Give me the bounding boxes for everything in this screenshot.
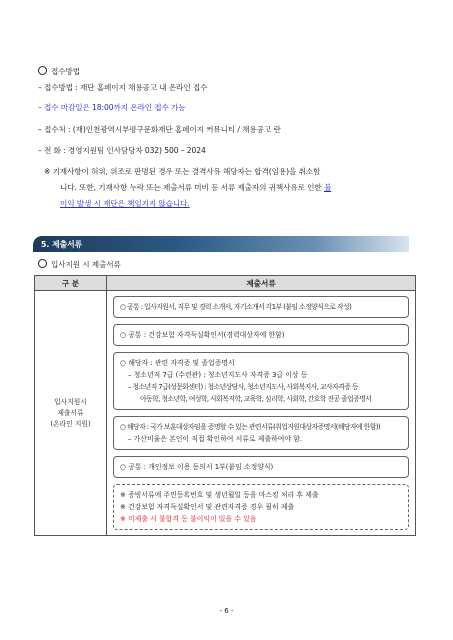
page-number: - 6 - <box>219 607 234 615</box>
doc-notes-box <box>113 484 409 530</box>
note-required: ※ 건강보험 자격득실확인서 및 관련자격증 경우 필히 제출 <box>120 503 295 511</box>
documents-table <box>34 275 416 536</box>
reception-phone: – 전 화 : 경영지원팀 인사담당자 032) 500 – 2024 <box>38 146 206 155</box>
reception-deadline: – 접수 마감일은 18:00까지 온라인 접수 가능 <box>38 103 186 112</box>
circle-bullet-icon <box>38 66 47 75</box>
doc-box-common-application: ○ 공통 : 입사지원서, 직무 및 경력 소개서, 자기소개서 각1부 (붙임 소정양식으로 작성) <box>113 296 409 318</box>
doc-box-certificates: ○ 해당자 : 관련 자격증 및 졸업증명서 – 청소년직 7급 (수련관) : 청소년지도사 자격증 3급 이상 등 – 청소년직 7급(성문화센터) : 청소년상담사, 청소년지도사, 사회복지사, 교사자격증 등 아동학, 청소년학, 여성학, 사회복지학, 교육학, 심리학, 사회학, 간호학 전공 졸업증명서 <box>113 352 409 410</box>
notice-line-2: 니다. 또한, 기재사항 누락 또는 제출서류 미비 등 서류 제출자의 귀책사유로 인한 불 <box>60 183 332 192</box>
doc-box-health-insurance: ○ 공통 : 건강보험 자격득실확인서(경력대상자에 한함) <box>113 324 409 346</box>
documents-cell <box>107 291 416 536</box>
section-title: 5. 제출서류 <box>41 240 83 249</box>
doc-box-veterans: ○ 해당자 : 국가 보훈대상자임을 증명할 수 있는 관련서류(취업지원대상자증명서(해당자에 한함)) – 가산비율은 본인이 직접 확인하여 서류로 제출하여야 함. <box>113 416 409 450</box>
col-header-category: 구 분 <box>35 276 107 291</box>
reception-place: – 접수처 : (재)인천광역시부평구문화재단 홈페이지 커뮤니티 / 채용공고 란 <box>38 125 281 134</box>
table-header-row <box>35 276 416 291</box>
table-row <box>35 291 416 536</box>
notice-line-3: 이익 발생 시 재단은 책임지지 않습니다. <box>60 199 190 208</box>
reception-heading: 접수방법 <box>38 66 80 77</box>
circle-bullet-icon <box>38 259 47 268</box>
notice-line-1: ※ 기재사항이 허위, 위조로 판명된 경우 또는 결격사유 해당자는 합격(임용)을 취소함 <box>44 167 321 176</box>
documents-heading: 입사지원 시 제출서류 <box>38 259 121 270</box>
col-header-documents: 제출서류 <box>107 276 416 291</box>
note-masking: ※ 증빙서류에 주민등록번호 및 생년월일 등을 마스킹 처리 후 제출 <box>120 491 319 499</box>
note-penalty: ※ 미제출 시 불합격 등 불이익이 있을 수 있음 <box>120 515 257 523</box>
category-cell: 입사지원시 제출서류 (온라인 지원) <box>35 291 107 536</box>
reception-method: – 접수방법 : 재단 홈페이지 채용공고 내 온라인 접수 <box>38 83 208 92</box>
doc-box-privacy-consent: ○ 공통 : 개인정보 이용 동의서 1부(붙임 소정양식) <box>113 456 409 478</box>
section-header-bar <box>33 236 409 252</box>
